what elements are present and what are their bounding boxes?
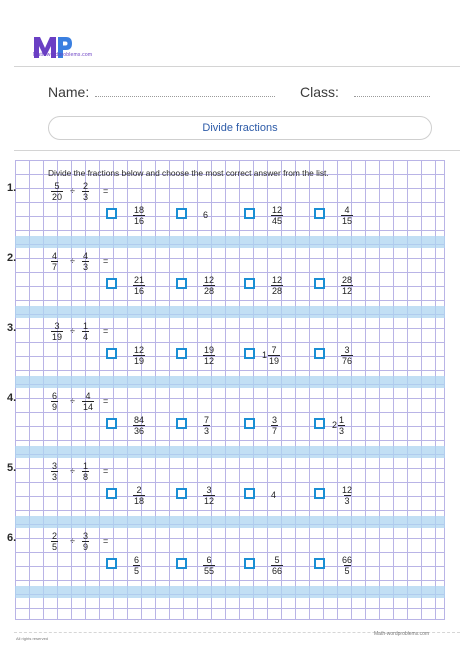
denominator: 36 <box>134 426 145 436</box>
answer-fraction <box>133 485 145 506</box>
divide-sign: ÷ <box>70 256 75 266</box>
question-number: 5. <box>7 462 17 474</box>
denominator: 9 <box>52 402 58 412</box>
answer-band <box>15 236 445 248</box>
divide-sign: ÷ <box>70 396 75 406</box>
numerator: 18 <box>134 205 145 215</box>
answer-fraction <box>133 275 145 296</box>
answer-fraction <box>133 205 145 226</box>
numerator: 4 <box>52 251 58 261</box>
answer-checkbox[interactable] <box>176 418 187 429</box>
equals-sign: = <box>103 256 109 266</box>
numerator: 2 <box>136 485 142 495</box>
denominator: 9 <box>83 542 89 552</box>
divisor-fraction <box>82 391 94 412</box>
question-number: 4. <box>7 392 17 404</box>
numerator: 21 <box>134 275 145 285</box>
name-label: Name: <box>48 84 90 100</box>
answer-checkbox[interactable] <box>244 488 255 499</box>
denominator: 7 <box>272 426 278 436</box>
numerator: 7 <box>204 415 210 425</box>
equals-sign: = <box>103 536 109 546</box>
footer-site: Math-wordproblems.com <box>374 631 430 637</box>
denominator: 3 <box>83 262 89 272</box>
denominator: 19 <box>134 356 145 366</box>
answer-fraction <box>268 345 280 366</box>
instructions: Divide the fractions below and choose the most correct answer from the list. <box>48 168 329 178</box>
numerator: 2 <box>83 181 89 191</box>
answer-checkbox[interactable] <box>176 208 187 219</box>
numerator: 5 <box>54 181 60 191</box>
answer-fraction <box>271 555 283 576</box>
answer-fraction <box>133 555 140 576</box>
numerator: 3 <box>272 415 278 425</box>
numerator: 84 <box>134 415 145 425</box>
answer-checkbox[interactable] <box>314 278 325 289</box>
answer-checkbox[interactable] <box>244 348 255 359</box>
answer-checkbox[interactable] <box>106 558 117 569</box>
answer-checkbox[interactable] <box>106 348 117 359</box>
answer-checkbox[interactable] <box>314 208 325 219</box>
class-label: Class: <box>300 84 339 100</box>
divisor-fraction <box>82 531 89 552</box>
footer-rights: All rights reserved <box>16 636 49 641</box>
dividend-fraction <box>51 321 63 342</box>
denominator: 4 <box>83 332 89 342</box>
dividend-fraction <box>51 461 58 482</box>
title-divider <box>14 150 460 151</box>
numerator: 19 <box>204 345 215 355</box>
denominator: 3 <box>344 496 350 506</box>
answer-checkbox[interactable] <box>176 278 187 289</box>
numerator: 2 <box>52 531 58 541</box>
numerator: 3 <box>52 461 58 471</box>
denominator: 15 <box>342 216 353 226</box>
answer-fraction <box>203 555 215 576</box>
answer-whole-number: 6 <box>203 210 209 220</box>
denominator: 3 <box>339 426 345 436</box>
numerator: 66 <box>342 555 353 565</box>
numerator: 3 <box>344 345 350 355</box>
numerator: 5 <box>274 555 280 565</box>
denominator: 5 <box>344 566 350 576</box>
denominator: 19 <box>269 356 280 366</box>
divide-sign: ÷ <box>70 466 75 476</box>
numerator: 6 <box>52 391 58 401</box>
worksheet-title: Divide fractions <box>48 116 432 140</box>
dividend-fraction <box>51 531 58 552</box>
class-field[interactable] <box>354 96 430 97</box>
numerator: 6 <box>134 555 140 565</box>
answer-band <box>15 586 445 598</box>
answer-fraction <box>271 415 278 436</box>
numerator: 4 <box>83 251 89 261</box>
answer-fraction <box>341 555 353 576</box>
question-number: 2. <box>7 252 17 264</box>
answer-fraction <box>271 205 283 226</box>
answer-fraction <box>203 485 215 506</box>
numerator: 12 <box>342 485 353 495</box>
numerator: 12 <box>272 275 283 285</box>
answer-checkbox[interactable] <box>244 418 255 429</box>
header-divider <box>14 66 460 67</box>
denominator: 3 <box>83 192 89 202</box>
dividend-fraction <box>51 181 63 202</box>
divisor-fraction <box>82 251 89 272</box>
equals-sign: = <box>103 396 109 406</box>
denominator: 12 <box>204 356 215 366</box>
answer-band <box>15 446 445 458</box>
divide-sign: ÷ <box>70 536 75 546</box>
divisor-fraction <box>82 321 89 342</box>
question-number: 1. <box>7 182 17 194</box>
denominator: 20 <box>52 192 63 202</box>
answer-checkbox[interactable] <box>106 208 117 219</box>
question-number: 3. <box>7 322 17 334</box>
numerator: 12 <box>204 275 215 285</box>
numerator: 6 <box>206 555 212 565</box>
equals-sign: = <box>103 186 109 196</box>
denominator: 5 <box>134 566 140 576</box>
denominator: 76 <box>342 356 353 366</box>
answer-checkbox[interactable] <box>106 418 117 429</box>
answer-checkbox[interactable] <box>244 208 255 219</box>
denominator: 16 <box>134 216 145 226</box>
answer-fraction <box>341 345 353 366</box>
numerator: 1 <box>339 415 345 425</box>
answer-whole-number: 4 <box>271 490 277 500</box>
divide-sign: ÷ <box>70 186 75 196</box>
answer-fraction <box>203 415 210 436</box>
answer-checkbox[interactable] <box>176 558 187 569</box>
answer-band <box>15 516 445 528</box>
answer-checkbox[interactable] <box>244 558 255 569</box>
denominator: 7 <box>52 262 58 272</box>
denominator: 5 <box>52 542 58 552</box>
denominator: 66 <box>272 566 283 576</box>
answer-checkbox[interactable] <box>244 278 255 289</box>
answer-band <box>15 376 445 388</box>
denominator: 8 <box>83 472 89 482</box>
answer-fraction <box>338 415 345 436</box>
numerator: 1 <box>83 321 89 331</box>
answer-checkbox[interactable] <box>106 278 117 289</box>
answer-checkbox[interactable] <box>106 488 117 499</box>
denominator: 12 <box>204 496 215 506</box>
equals-sign: = <box>103 326 109 336</box>
answer-fraction <box>133 415 145 436</box>
answer-fraction <box>133 345 145 366</box>
numerator: 4 <box>85 391 91 401</box>
denominator: 19 <box>52 332 63 342</box>
denominator: 55 <box>204 566 215 576</box>
denominator: 12 <box>342 286 353 296</box>
denominator: 28 <box>204 286 215 296</box>
dividend-fraction <box>51 391 58 412</box>
name-field[interactable] <box>95 96 275 97</box>
numerator: 4 <box>344 205 350 215</box>
numerator: 12 <box>134 345 145 355</box>
numerator: 7 <box>271 345 277 355</box>
answer-fraction <box>203 275 215 296</box>
answer-fraction <box>271 275 283 296</box>
answer-mixed-whole: 2 <box>332 420 338 430</box>
numerator: 12 <box>272 205 283 215</box>
denominator: 45 <box>272 216 283 226</box>
answer-band <box>15 306 445 318</box>
numerator: 1 <box>83 461 89 471</box>
answer-fraction <box>341 485 353 506</box>
numerator: 3 <box>206 485 212 495</box>
equals-sign: = <box>103 466 109 476</box>
answer-mixed-whole: 1 <box>262 350 268 360</box>
denominator: 14 <box>83 402 94 412</box>
answer-fraction <box>341 275 353 296</box>
answer-fraction <box>203 345 215 366</box>
answer-checkbox[interactable] <box>314 418 325 429</box>
answer-checkbox[interactable] <box>314 558 325 569</box>
divide-sign: ÷ <box>70 326 75 336</box>
denominator: 16 <box>134 286 145 296</box>
divisor-fraction <box>82 181 89 202</box>
numerator: 3 <box>83 531 89 541</box>
divisor-fraction <box>82 461 89 482</box>
denominator: 3 <box>52 472 58 482</box>
dividend-fraction <box>51 251 58 272</box>
numerator: 3 <box>54 321 60 331</box>
answer-checkbox[interactable] <box>314 348 325 359</box>
denominator: 3 <box>204 426 210 436</box>
question-number: 6. <box>7 532 17 544</box>
numerator: 28 <box>342 275 353 285</box>
denominator: 18 <box>134 496 145 506</box>
denominator: 28 <box>272 286 283 296</box>
answer-fraction <box>341 205 353 226</box>
answer-checkbox[interactable] <box>314 488 325 499</box>
answer-checkbox[interactable] <box>176 488 187 499</box>
graph-paper <box>15 160 445 620</box>
answer-checkbox[interactable] <box>176 348 187 359</box>
brand-site-text: Math-wordproblems.com <box>33 52 93 58</box>
